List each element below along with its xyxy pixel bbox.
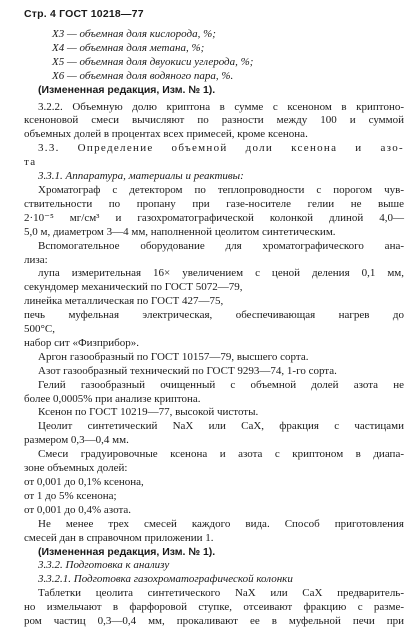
paragraph-line: ром частиц 0,3—0,4 мм, прокаливают ее в муфельной печи при xyxy=(24,615,404,628)
list-item: печь муфельная электрическая, обеспечивающая нагрев до xyxy=(24,309,404,322)
paragraph-line: Вспомогательное оборудование для хроматографического ана- xyxy=(38,239,404,252)
paragraph-line: объемных долей в процентах всех примесей, кроме ксенона. xyxy=(24,128,308,141)
paragraph-line: лиза: xyxy=(24,253,48,266)
paragraph-line: Не менее трех смесей каждого вида. Способ приготовления xyxy=(38,517,404,530)
list-item: линейка металлическая по ГОСТ 427—75, xyxy=(24,295,224,308)
paragraph-line: размером 0,3—0,4 мм. xyxy=(24,434,129,447)
variable-x4: X4 — объемная доля метана, %; xyxy=(52,41,205,54)
subsection-heading: 3.3.2. Подготовка к анализу xyxy=(38,559,170,572)
list-item: лупа измерительная 16× увеличением с ценой деления 0,1 мм, xyxy=(38,267,404,280)
range-item: от 0,001 до 0,4% азота. xyxy=(24,503,132,516)
range-item: от 1 до 5% ксенона; xyxy=(24,489,117,502)
amendment-note: (Измененная редакция, Изм. № 1). xyxy=(38,545,216,558)
subsection-heading: 3.3.2.1. Подготовка газохроматографической колонки xyxy=(38,573,293,586)
paragraph-line: зоне объемных долей: xyxy=(24,462,128,475)
section-heading: 3.3. Определение объемной доли ксенона и азо- xyxy=(38,142,404,155)
list-item: 500°С, xyxy=(24,323,55,336)
list-item: Аргон газообразный по ГОСТ 10157—79, высшего сорта. xyxy=(38,350,309,363)
paragraph-line: Ксенон по ГОСТ 10219—77, высокой чистоты. xyxy=(38,406,259,419)
amendment-note: (Измененная редакция, Изм. № 1). xyxy=(38,83,216,96)
page-header: Стр. 4 ГОСТ 10218—77 xyxy=(24,8,144,20)
paragraph-line: 2·10⁻⁵ мг/см³ и газохроматографической колонкой длиной 4,0— xyxy=(24,211,404,224)
paragraph-line: но измельчают в фарфоровой ступке, отсеивают фракцию с разме- xyxy=(24,601,404,614)
range-item: от 0,001 до 0,1% ксенона, xyxy=(24,476,144,488)
list-item: секундомер механический по ГОСТ 5072—79, xyxy=(24,281,243,294)
list-item: Азот газообразный технический по ГОСТ 9293—74, 1-го сорта. xyxy=(38,364,337,377)
paragraph-line: Цеолит синтетический NaX или CaX, фракция с частицами xyxy=(38,420,404,433)
paragraph-line: ксеноновой смеси вычисляют по разности между 100 и суммой xyxy=(24,114,404,127)
list-item: Гелий газообразный очищенный с объемной долей азота не xyxy=(38,378,404,391)
paragraph-line: 5,0 м, диаметром 3—4 мм, наполненной цеолитом синтетическим. xyxy=(24,225,336,238)
list-item: более 0,0005% при анализе криптона. xyxy=(24,392,201,405)
variable-x5: X5 — объемная доля двуокиси углерода, %; xyxy=(52,55,254,68)
section-heading: та xyxy=(24,156,37,169)
paragraph-line: Таблетки цеолита синтетического NaX или CaX предваритель- xyxy=(38,587,404,600)
paragraph-line: 3.2.2. Объемную долю криптона в сумме с ксеноном в криптоно- xyxy=(38,100,404,113)
list-item: набор сит «Физприбор». xyxy=(24,336,139,349)
subsection-heading: 3.3.1. Аппаратура, материалы и реактивы: xyxy=(38,170,244,183)
variable-x3: X3 — объемная доля кислорода, %; xyxy=(52,28,216,40)
paragraph-line: Хроматограф с детектором по теплопроводности с порогом чув- xyxy=(38,183,404,196)
paragraph-line: смесей дан в справочном приложении 1. xyxy=(24,531,214,544)
paragraph-line: Смеси градуировочные ксенона и азота с криптоном в диапа- xyxy=(38,448,404,461)
variable-x6: X6 — объемная доля водяного пара, %. xyxy=(52,69,234,82)
paragraph-line: ствительности по пропану при газе-носителе гелии не выше xyxy=(24,197,404,210)
